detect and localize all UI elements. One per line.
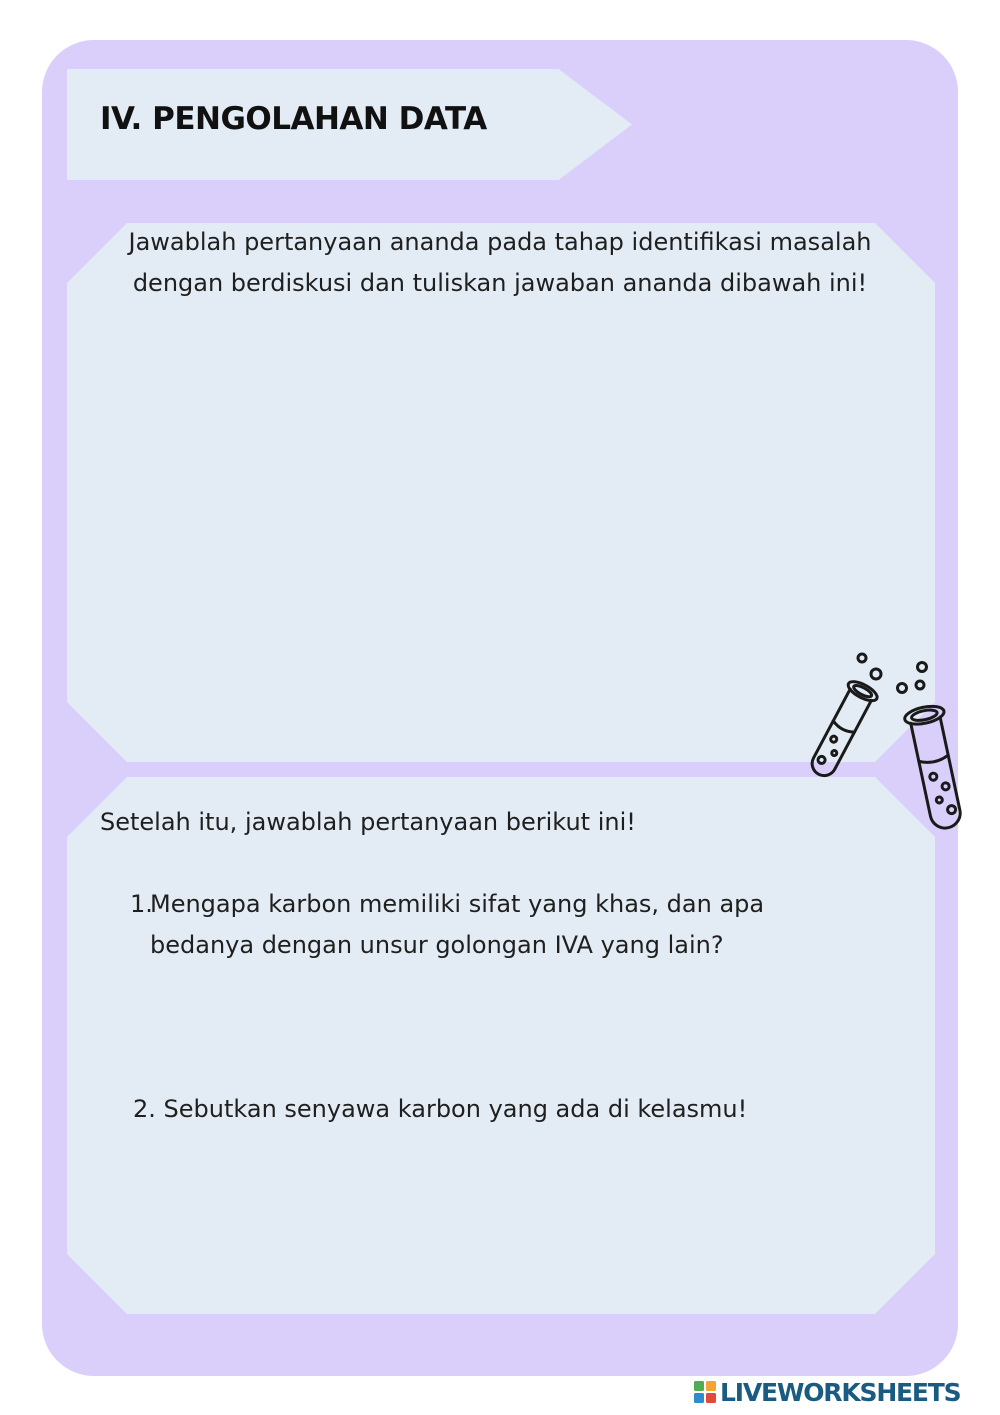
footer-brand-text: LIVEWORKSHEETS <box>720 1377 961 1407</box>
question-1-number: 1. <box>130 890 153 918</box>
test-tubes-icon <box>796 648 972 834</box>
footer-brand <box>694 1376 960 1408</box>
question-2: 2. Sebutkan senyawa karbon yang ada di kelasmu! <box>133 1095 748 1123</box>
question-1-line-2: bedanya dengan unsur golongan IVA yang lain? <box>150 931 724 959</box>
instruction-line-2: dengan berdiskusi dan tuliskan jawaban ananda dibawah ini! <box>132 269 868 297</box>
instruction-line-1: Jawablah pertanyaan ananda pada tahap identifikasi masalah <box>128 228 872 256</box>
answer-panel-questions <box>67 777 935 1314</box>
page-title: IV. PENGOLAHAN DATA <box>100 101 487 137</box>
question-1-line-1: Mengapa karbon memiliki sifat yang khas, dan apa <box>150 890 765 918</box>
liveworksheets-logo-icon <box>694 1381 716 1403</box>
questions-instruction: Setelah itu, jawablah pertanyaan berikut ini! <box>100 808 636 836</box>
